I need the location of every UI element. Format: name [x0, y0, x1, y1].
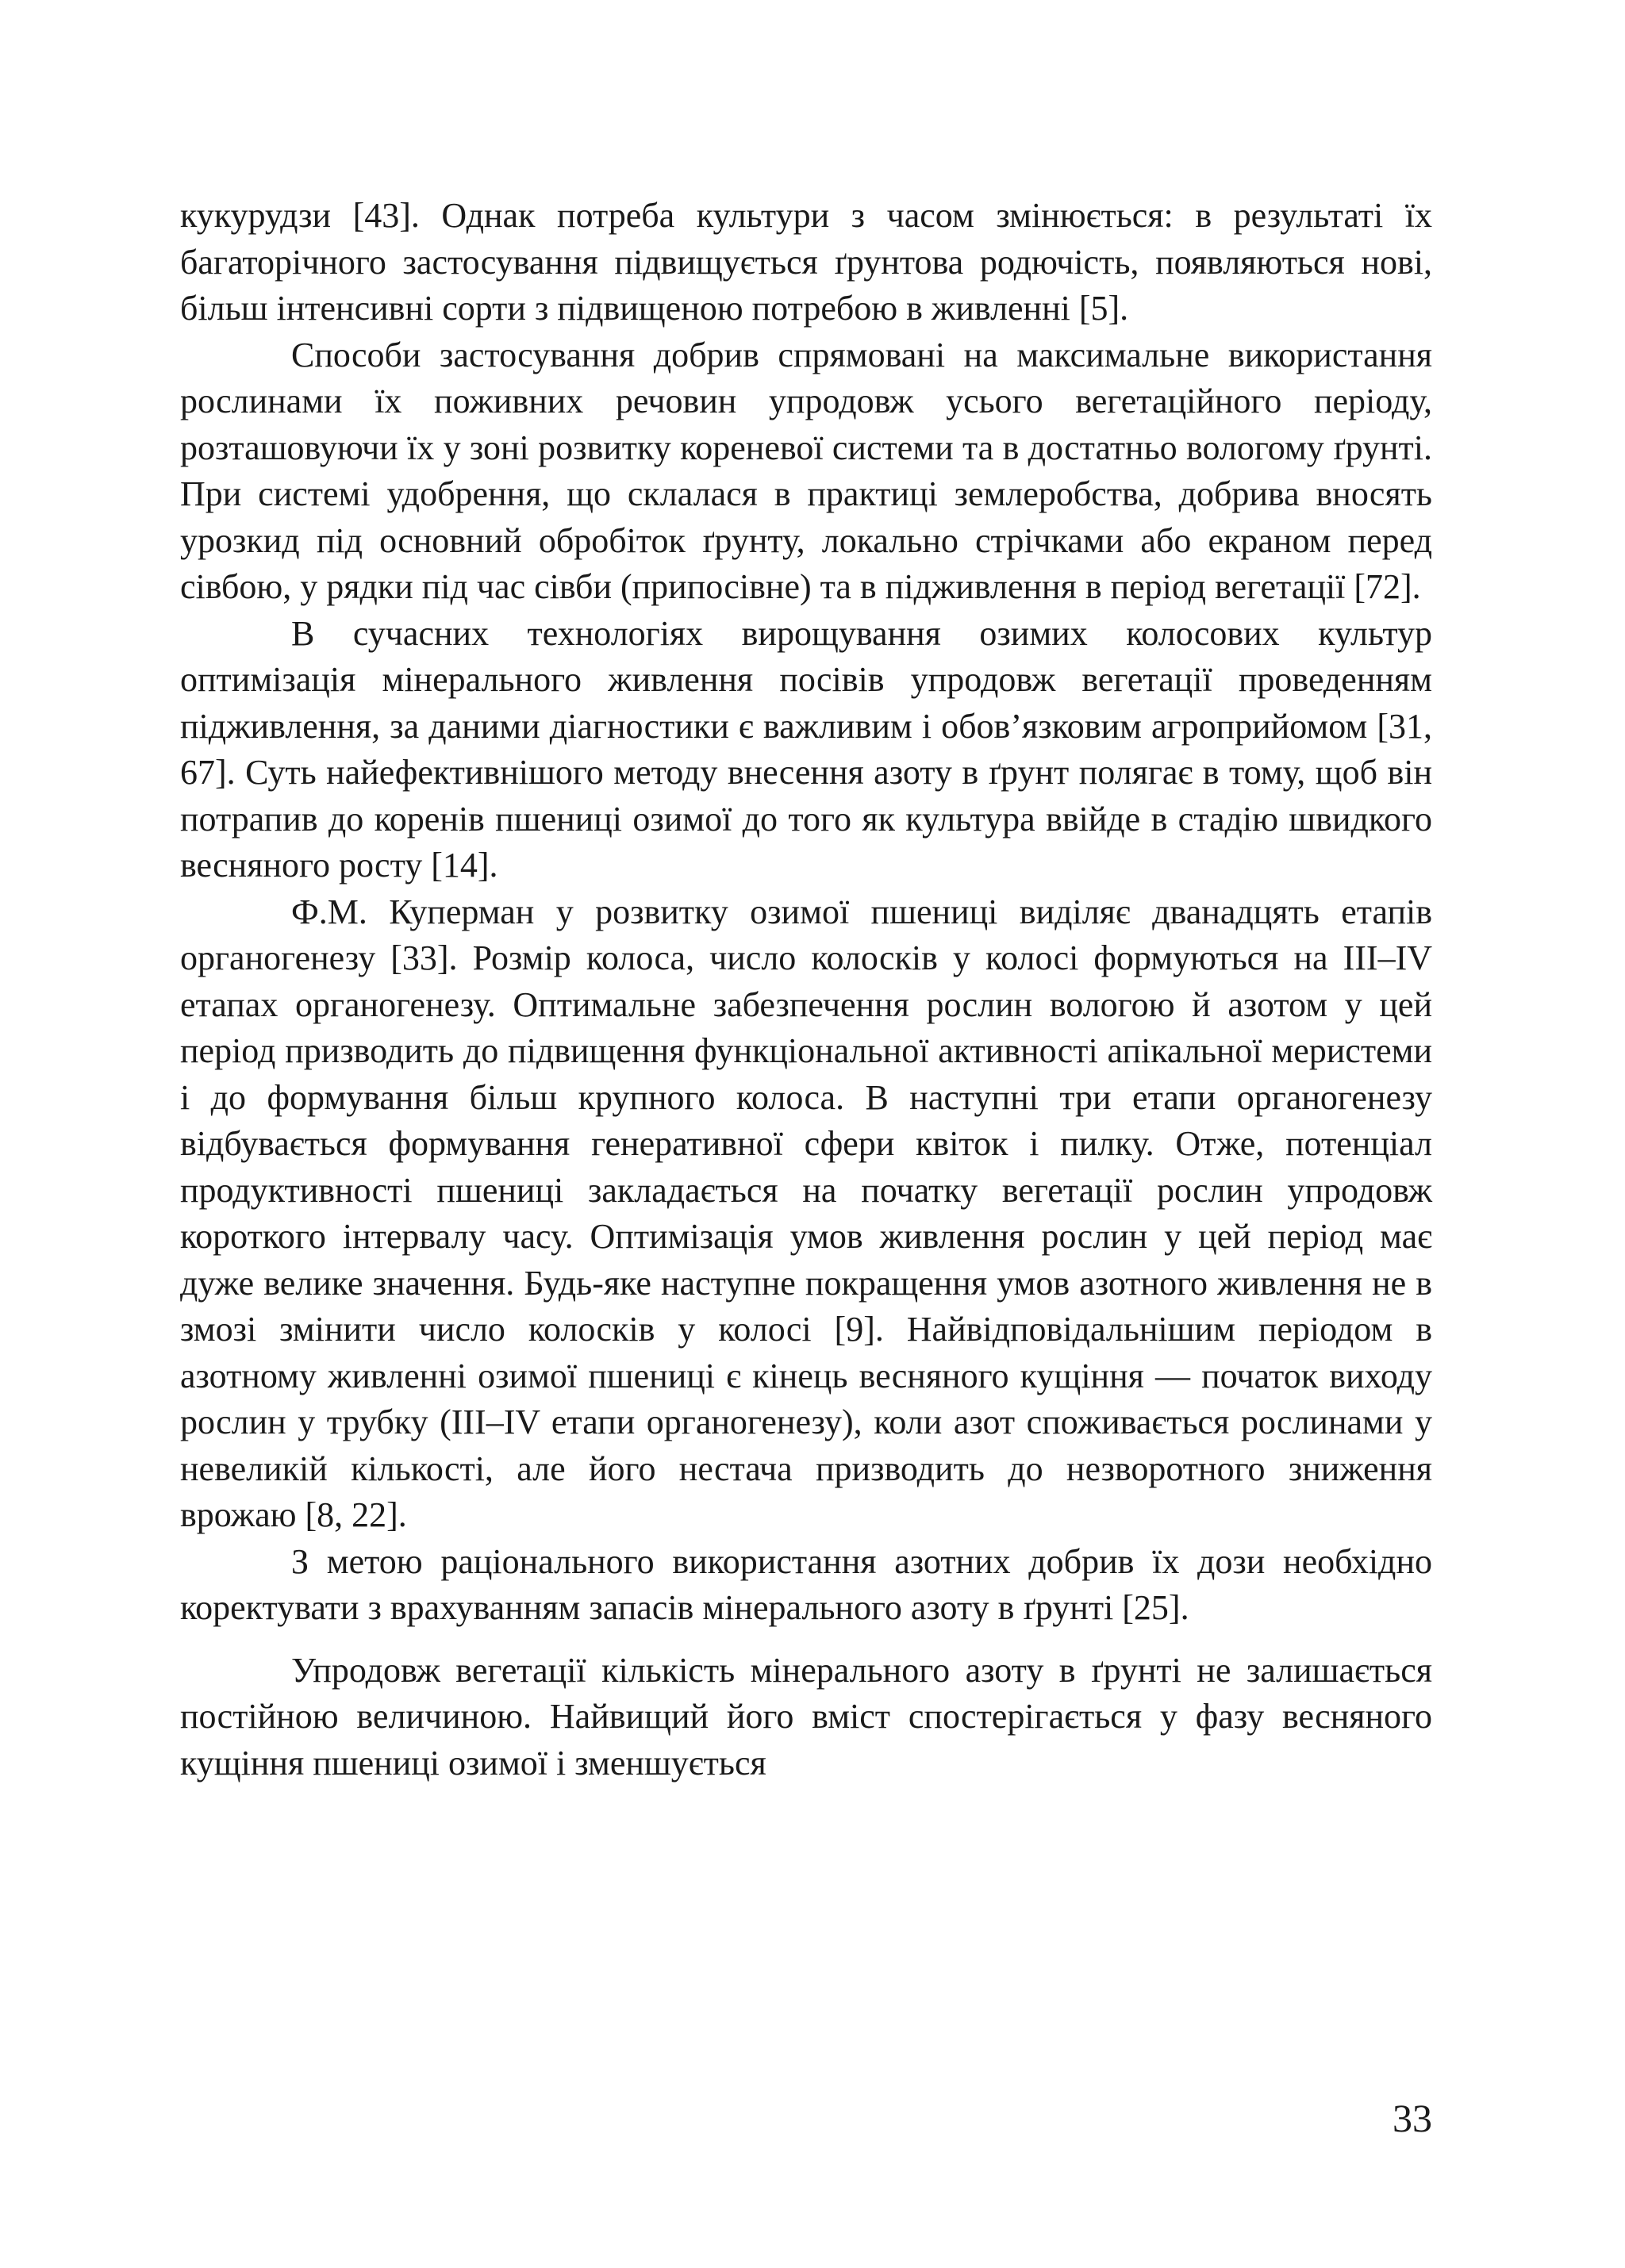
document-body — [180, 193, 1432, 1786]
paragraph-mineral-nitrogen: Упродовж вегетації кількість мінерального азоту в ґрунті не залишається постійною величиною. Найвищий його вміст спостерігається у фазу весняного кущіння пшениці озимої і зменшується — [180, 1650, 1432, 1783]
paragraph-fertilizer-application: Способи застосування добрив спрямовані на максимальне використання рослинами їх поживних речовин упродовж усього вегетаційного періоду, розташовуючи їх у зоні розвитку кореневої системи та в достатньо вологому ґрунті. При системі удобрення, що склалася в практиці землеробства, добрива вносять урозкид під основний обробіток ґрунту, локально стрічками або екраном перед сівбою, у рядки під час сівби (припосівне) та в підживлення в період вегетації [72]. — [180, 335, 1432, 606]
paragraph-continuation: кукурудзи [43]. Однак потреба культури з часом змінюється: в результаті їх багаторічного застосування підвищується ґрунтова родючість, появляються нові, більш інтенсивні сорти з підвищеною потребою в живленні [5]. — [180, 196, 1432, 328]
paragraph-modern-technologies: В сучасних технологіях вирощування озимих колосових культур оптимізація мінерального живлення посівів упродовж вегетації проведенням підживлення, за даними діагностики є важливим і обов’язковим агроприйомом [31, 67]. Суть найефективнішого методу внесення азоту в ґрунт полягає в тому, щоб він потрапив до коренів пшениці озимої до того як культура ввійде в стадію швидкого весняного росту [14]. — [180, 613, 1432, 885]
paragraph-nitrogen-doses: З метою раціонального використання азотних добрив їх дози необхідно коректувати з врахуванням запасів мінерального азоту в ґрунті [25]. — [180, 1541, 1432, 1627]
paragraph-organogenesis: Ф.М. Куперман у розвитку озимої пшениці виділяє дванадцять етапів органогенезу [33]. Розмір колоса, число колосків у колосі формуються на III–IV етапах органогенезу. Оптимальне забезпечення рослин вологою й азотом у цей період призводить до підвищення функціональної активності апікальної меристеми і до формування більш крупного колоса. В наступні три етапи органогенезу відбувається формування генеративної сфери квіток і пилку. Отже, потенціал продуктивності пшениці закладається на початку вегетації рослин упродовж короткого інтервалу часу. Оптимізація умов живлення рослин у цей період має дуже велике значення. Будь-яке наступне покращення умов азотного живлення не в змозі змінити число колосків у колосі [9]. Найвідповідальнішим періодом в азотному живленні озимої пшениці є кінець весняного кущіння — початок виходу рослин у трубку (III–IV етапи органогенезу), коли азот споживається рослинами у невеликій кількості, але його нестача призводить до незворотного зниження врожаю [8, 22]. — [180, 892, 1432, 1534]
page-number: 33 — [1393, 2096, 1432, 2140]
